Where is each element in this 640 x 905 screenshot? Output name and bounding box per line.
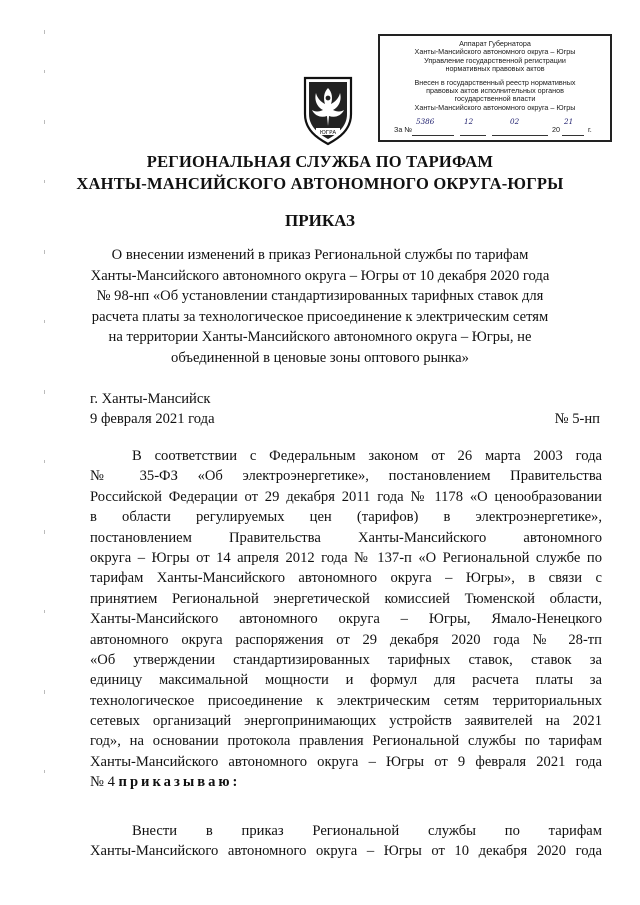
subject-line: расчета платы за технологическое присоединение к электрическим сетям xyxy=(91,308,549,325)
org-name-line2: ХАНТЫ-МАНСИЙСКОГО АВТОНОМНОГО ОКРУГА-ЮГРЫ xyxy=(76,174,564,193)
order-word: приказываю: xyxy=(118,774,241,791)
document-date: 9 февраля 2021 года xyxy=(90,411,215,427)
stamp-line: Внесен в государственный реестр нормативных xyxy=(414,77,576,87)
body-line: Ханты-Мансийского автономного округа – Югры от 10 декабря 2020 года xyxy=(90,843,602,860)
order-prefix: № 4 xyxy=(90,774,115,791)
body-line: постановлением Правительства Ханты-Мансийского автономного xyxy=(90,529,602,546)
body-line: сетевых организаций энергопринимающих устройств заявителей на 2021 xyxy=(90,713,602,730)
emblem-caption: ЮГРА xyxy=(319,130,337,136)
stamp-reg-number: 5386 xyxy=(416,117,435,126)
stamp-line: нормативных правовых актов xyxy=(445,64,545,74)
org-name-line1: РЕГИОНАЛЬНАЯ СЛУЖБА ПО ТАРИФАМ xyxy=(146,152,494,171)
coat-of-arms-icon xyxy=(299,74,357,146)
subject-line: № 98-нп «Об установлении стандартизированных тарифных ставок для xyxy=(96,288,544,305)
body-line: № 35-ФЗ «Об электроэнергетике», постановлением Правительства xyxy=(90,468,602,485)
registration-stamp xyxy=(378,34,612,142)
body-line: автономного округа распоряжения от 29 декабря 2020 года № 28-тп xyxy=(90,631,602,648)
stamp-line: Ханты-Мансийского автономного округа – Югры xyxy=(414,102,576,112)
stamp-reg-suffix: г. xyxy=(588,125,592,134)
order-line xyxy=(90,772,602,792)
document-number: № 5-нп xyxy=(554,411,600,427)
body-line: В соответствии с Федеральным законом от 26 марта 2003 года xyxy=(132,448,602,464)
body-line: Внести в приказ Региональной службы по тарифам xyxy=(132,823,602,839)
body-line: год», на основании протокола правления Региональной службы по тарифам xyxy=(90,733,602,750)
subject-line: на территории Ханты-Мансийского автономного округа – Югры, не xyxy=(108,329,532,346)
subject-line: Ханты-Мансийского автономного округа – Югры от 10 декабря 2020 года xyxy=(90,267,550,284)
document-subject xyxy=(60,245,580,369)
body-line: технологическое присоединение к электрическим сетям территориальных xyxy=(90,692,602,709)
stamp-line: Аппарат Губернатора xyxy=(459,39,531,48)
body-line: округа – Югры от 14 апреля 2012 года № 137-п «О Региональной службе по xyxy=(90,549,602,566)
stamp-registration-row xyxy=(394,117,604,138)
body-line: единицу максимальной мощности и формул для расчета платы за xyxy=(90,672,602,689)
body-line: в области регулируемых цен (тарифов) в электроэнергетике», xyxy=(90,509,602,526)
scan-artifact xyxy=(38,10,52,890)
stamp-reg-day: 12 xyxy=(464,117,474,126)
document-place: г. Ханты-Мансийск xyxy=(90,391,211,407)
stamp-reg-year: 21 xyxy=(564,117,574,126)
document-paragraph-2 xyxy=(90,821,602,862)
stamp-reg-month: 02 xyxy=(510,117,520,126)
stamp-line: Управление государственной регистрации xyxy=(424,55,566,65)
body-line: Ханты-Мансийского автономного округа – Югры от 9 февраля 2021 года xyxy=(90,753,602,770)
stamp-reg-year-prefix: 20 xyxy=(552,125,560,134)
body-line: Ханты-Мансийского автономного округа – Югры, Ямало-Ненецкого xyxy=(90,611,602,628)
body-line: принятием Региональной энергетической комиссией Тюменской области, xyxy=(90,590,602,607)
subject-line: объединенной в ценовые зоны оптового рынка» xyxy=(171,349,469,366)
stamp-line: Ханты-Мансийского автономного округа – Югры xyxy=(414,47,576,57)
subject-line: О внесении изменений в приказ Региональной службы по тарифам xyxy=(111,247,529,263)
stamp-line: правовых актов исполнительных органов xyxy=(426,86,564,96)
body-line: Российской Федерации от 29 декабря 2011 года № 1178 «О ценообразовании xyxy=(90,488,602,505)
stamp-reg-prefix: За № xyxy=(394,125,413,134)
document-body xyxy=(90,446,602,793)
document-type-heading: ПРИКАЗ xyxy=(285,211,355,230)
stamp-line: государственной власти xyxy=(454,94,536,104)
body-line: «Об утверждении стандартизированных тарифных ставок, ставок за xyxy=(90,651,602,668)
body-line: тарифам Ханты-Мансийского автономного округа – Югры», в связи с xyxy=(90,570,602,587)
